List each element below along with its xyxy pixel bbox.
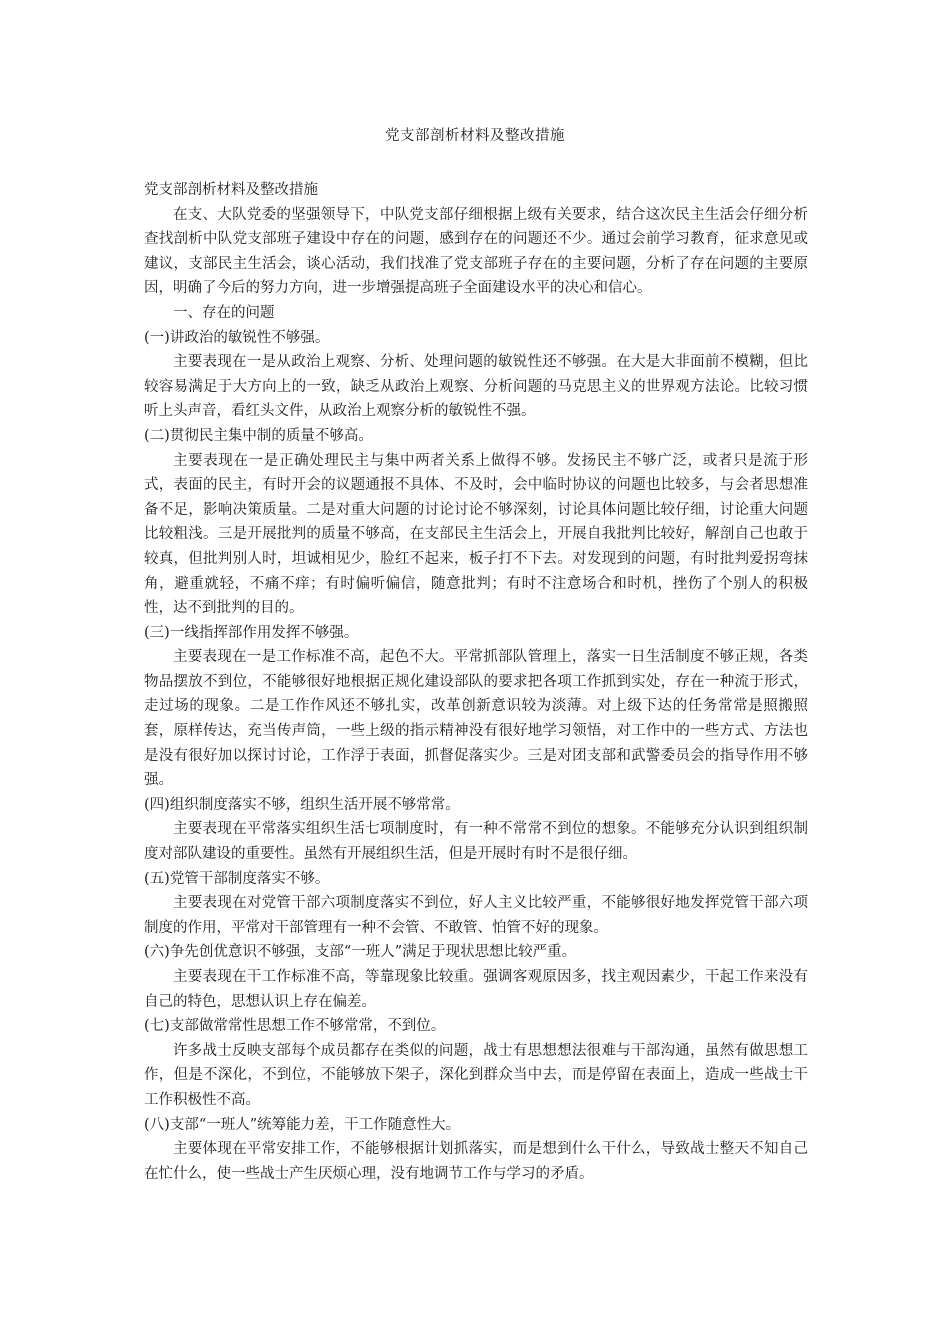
section-heading: 一、存在的问题 [173,304,275,321]
item-heading: (三)一线指挥部作用发挥不够强。 [144,624,359,641]
item-heading: (八)支部“一班人”统筹能力差，干工作随意性大。 [144,1116,461,1133]
item-paragraph: 许多战士反映支部每个成员都存在类似的问题，战士有思想想法很难与干部沟通，虽然有做思想工作，但是不深化，不到位，不能够放下架子，深化到群众当中去，而是停留在表面上，造成一些战士干工作积极性不高。 [144,1042,808,1108]
item-heading: (七)支部做常常性思想工作不够常常，不到位。 [144,1018,446,1035]
item-heading: (五)党管干部制度落实不够。 [144,870,330,887]
intro-paragraph: 在支、大队党委的坚强领导下，中队党支部仔细根据上级有关要求，结合这次民主生活会仔细分析查找剖析中队党支部班子建设中存在的问题，感到存在的问题还不少。通过会前学习教育，征求意见或建议，支部民主生活会，谈心活动，我们找准了党支部班子存在的主要问题，分析了存在问题的主要原因，明确了今后的努力方向，进一步增强提高班子全面建设水平的决心和信心。 [144,206,808,297]
item-heading: (二)贯彻民主集中制的质量不够高。 [144,427,373,444]
item-heading: (六)争先创优意识不够强，支部“一班人”满足于现状思想比较严重。 [144,944,577,961]
item-paragraph: 主要表现在一是正确处理民主与集中两者关系上做得不够。发扬民主不够广泛，或者只是流于形式，表面的民主，有时开会的议题通报不具体、不及时，会中临时协议的问题也比较多，与会者思想准备不足，影响决策质量。二是对重大问题的讨论讨论不够深刻，讨论具体问题比较仔细，讨论重大问题比较粗浅。三是开展批判的质量不够高，在支部民主生活会上，开展自我批判比较好，解剖自己也敢于较真，但批判别人时，坦诚相见少，脸红不起来，板子打不下去。对发现到的问题，有时批判爱拐弯抹角，避重就轻，不痛不痒；有时偏听偏信，随意批判；有时不注意场合和时机，挫伤了个别人的积极性，达不到批判的目的。 [144,452,808,617]
item-heading: (一)讲政治的敏锐性不够强。 [144,329,330,346]
document-body [144,178,808,1186]
document-subtitle: 党支部剖析材料及整改措施 [144,182,318,198]
item-paragraph: 主要表现在一是工作标准不高，起色不大。平常抓部队管理上，落实一日生活制度不够正规，各类物品摆放不到位，不能够很好地根据正规化建设部队的要求把各项工作抓到实处，存在一种流于形式，走过场的现象。二是工作作风还不够扎实，改革创新意识较为淡薄。对上级下达的任务常常是照搬照套，原样传达，充当传声筒，一些上级的指示精神没有很好地学习领悟，对工作中的一些方式、方法也是没有很好加以探讨讨论，工作浮于表面，抓督促落实少。三是对团支部和武警委员会的指导作用不够强。 [144,649,808,789]
item-paragraph: 主要体现在平常安排工作，不能够根据计划抓落实，而是想到什么干什么，导致战士整天不知自己在忙什么，使一些战士产生厌烦心理，没有地调节工作与学习的矛盾。 [144,1141,808,1182]
item-paragraph: 主要表现在一是从政治上观察、分析、处理问题的敏锐性还不够强。在大是大非面前不模糊，但比较容易满足于大方向上的一致，缺乏从政治上观察、分析问题的马克思主义的世界观方法论。比较习惯听上头声音，看红头文件，从政治上观察分析的敏锐性不强。 [144,354,808,420]
item-paragraph: 主要表现在干工作标准不高，等靠现象比较重。强调客观原因多，找主观因素少，干起工作来没有自己的特色，思想认识上存在偏差。 [144,969,808,1010]
document-title: 党支部剖析材料及整改措施 [385,128,565,144]
item-heading: (四)组织制度落实不够，组织生活开展不够常常。 [144,796,460,813]
item-paragraph: 主要表现在对党管干部六项制度落实不到位，好人主义比较严重，不能够很好地发挥党管干部六项制度的作用，平常对干部管理有一种不会管、不敢管、怕管不好的现象。 [144,895,808,936]
item-paragraph: 主要表现在平常落实组织生活七项制度时，有一种不常常不到位的想象。不能够充分认识到组织制度对部队建设的重要性。虽然有开展组织生活，但是开展时有时不是很仔细。 [144,821,808,863]
